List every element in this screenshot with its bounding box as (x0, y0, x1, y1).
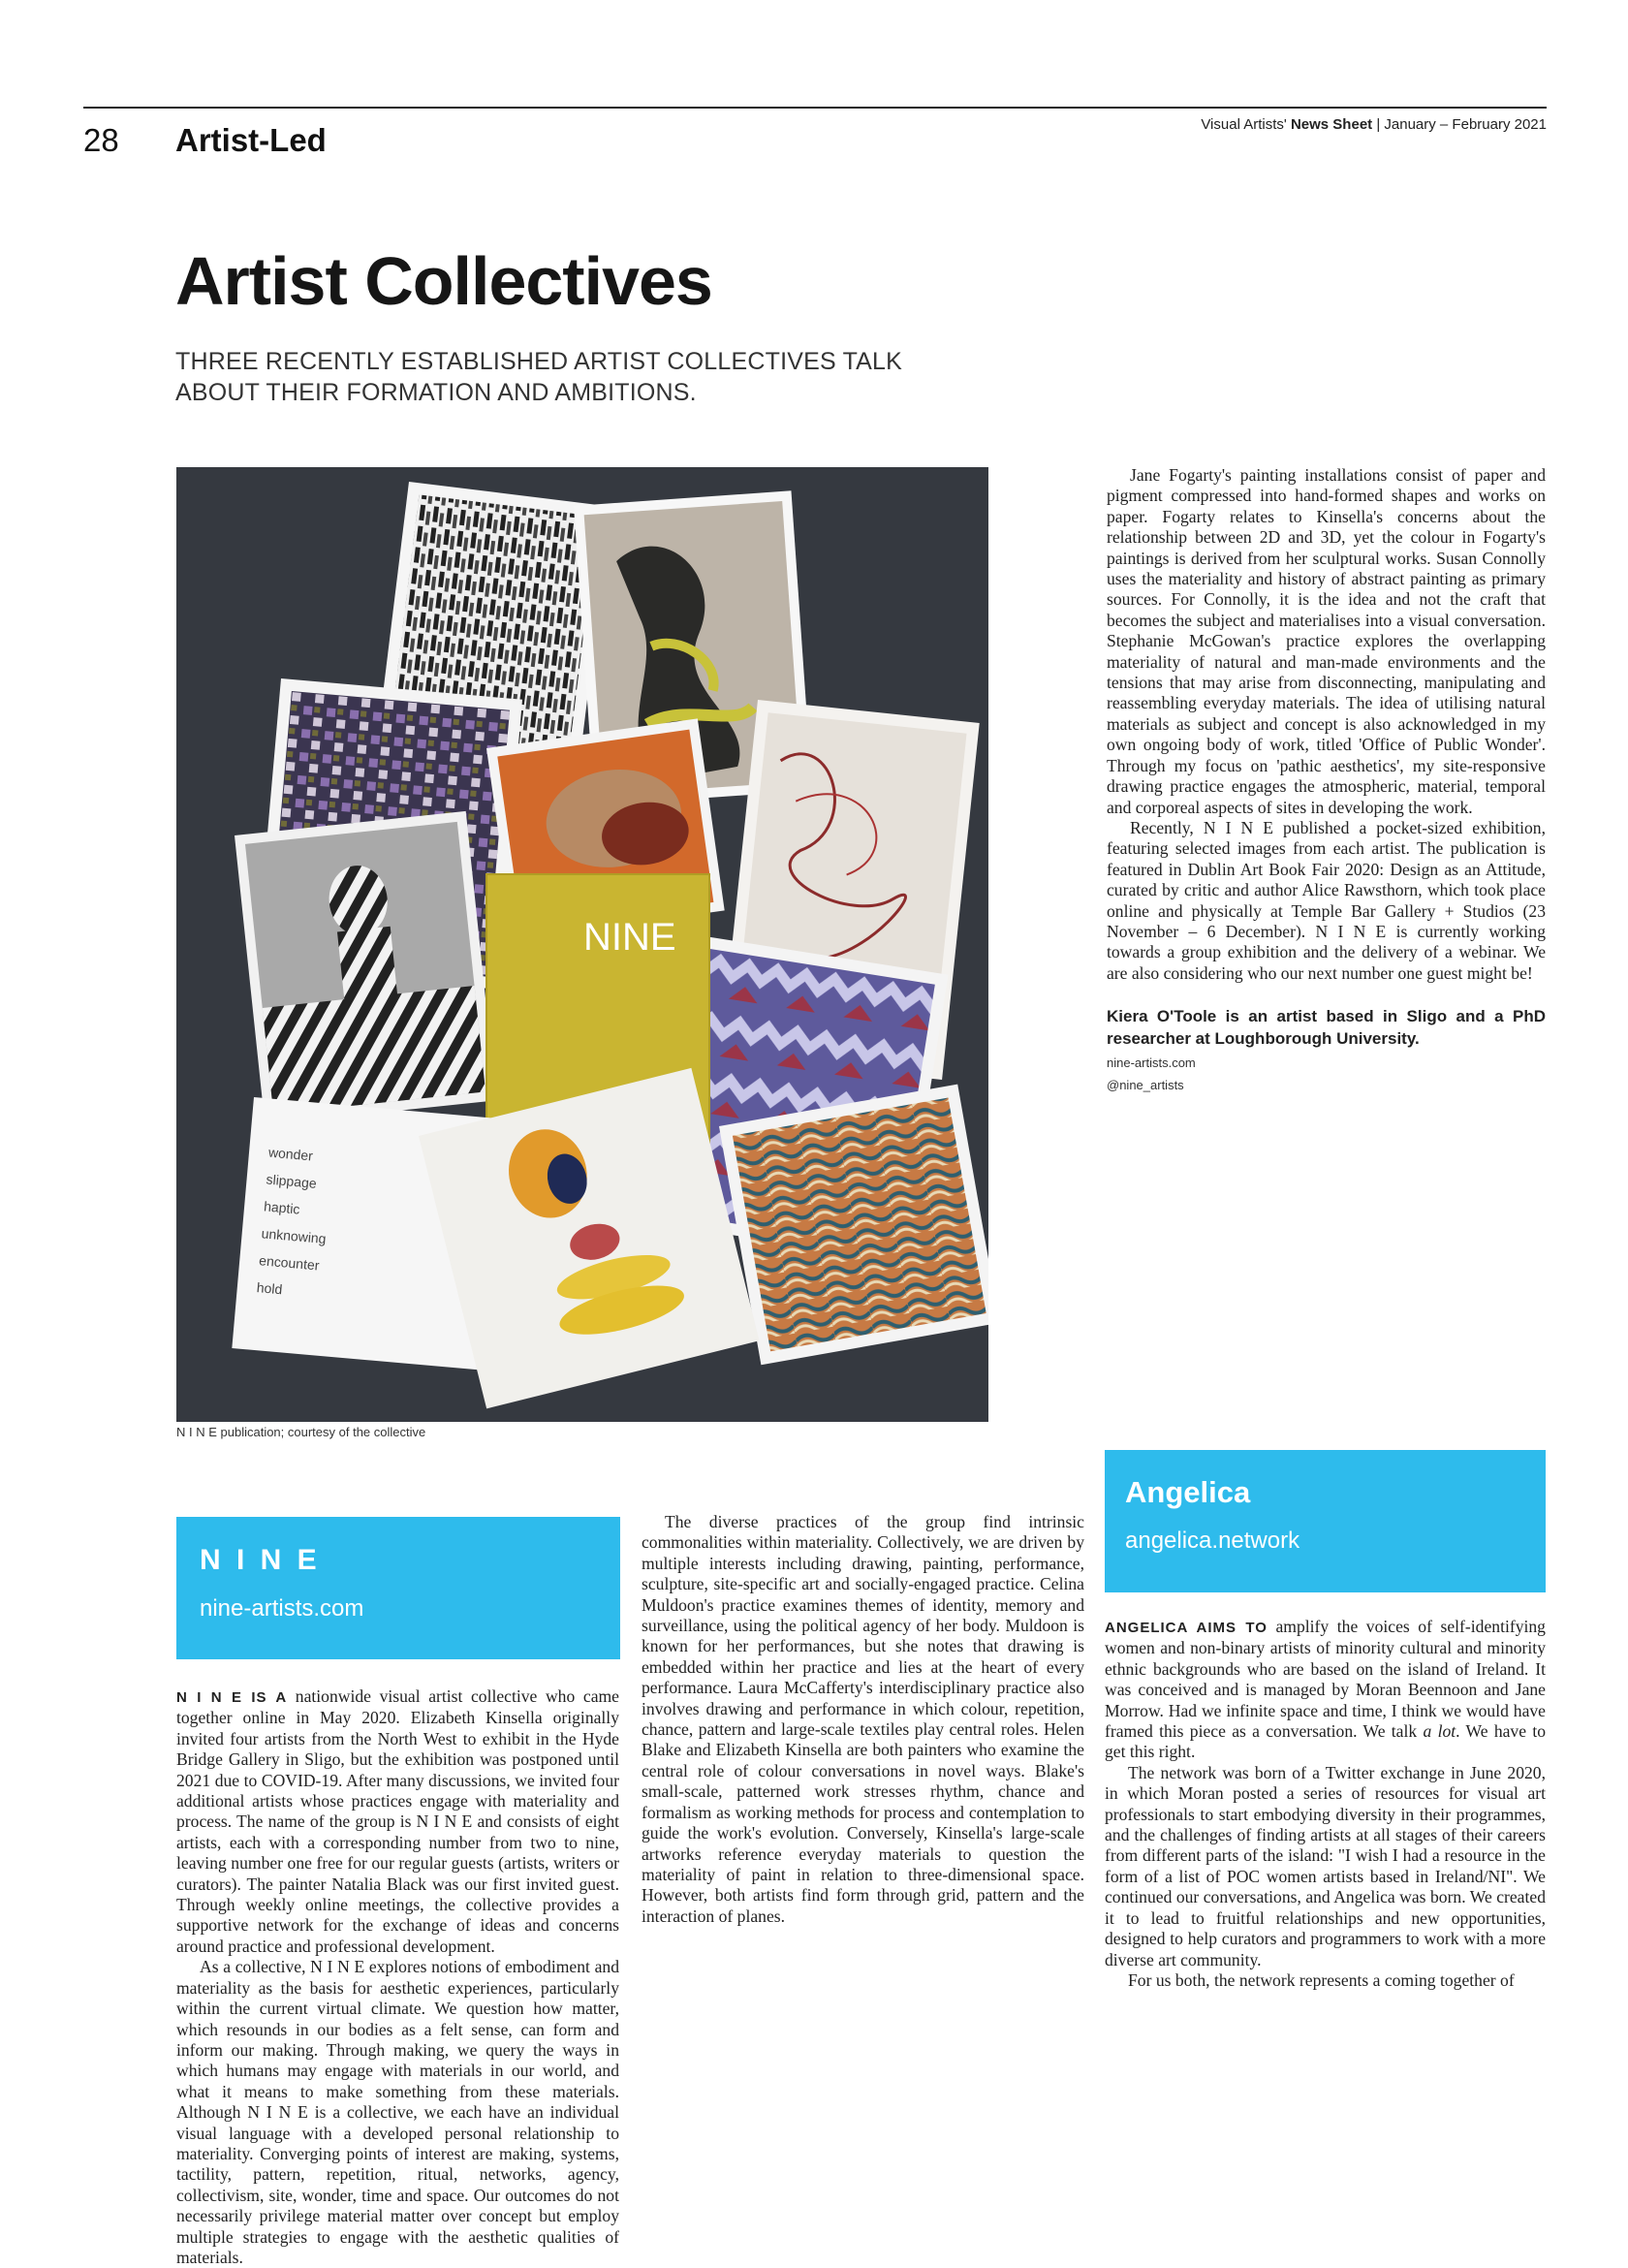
angelica-box-url[interactable]: angelica.network (1125, 1528, 1300, 1554)
collective-photo (176, 467, 988, 1422)
book-title: NINE (583, 916, 676, 959)
nine-column-3 (1107, 465, 1546, 1096)
author-links (1107, 1052, 1546, 1096)
nine-box (176, 1517, 620, 1659)
issue-date: | January – February 2021 (1376, 116, 1547, 133)
card-word-6: hold (256, 1279, 283, 1298)
card-word-2: slippage (265, 1171, 318, 1191)
nine-paragraph-5: Recently, N I N E published a pocket-sized exhibition, featuring selected images from each artist. The publication is featured in Dublin Art Book Fair 2020: Design as an Attitude, curated by critic and author Alice Rawsthorn, which took place online and physically at Temple Bar Gallery + Studios (23 November – 6 December). N I N E is currently working towards a group exhibition and the delivery of a webinar. We are also considering who our next number one guest might be! (1107, 817, 1546, 983)
nine-lead: N I N E IS A (176, 1689, 288, 1706)
publication-name: Visual Artists' (1201, 116, 1287, 133)
angelica-p1-emphasis: a lot (1423, 1721, 1456, 1742)
standfirst: THREE RECENTLY ESTABLISHED ARTIST COLLECTIVES TALK ABOUT THEIR FORMATION AND AMBITIONS. (175, 348, 903, 406)
nine-p1-text: nationwide visual artist collective who came together online in May 2020. Elizabeth Kinsella originally invited four artists from the North West to exhibit in the Hyde Bridge Gallery in Sligo, but the exhibition was postponed until 2021 due to COVID-19. After many discussions, we invited four additional artists whose practices engage with materiality and process. The name of the group is N I N E and consists of eight artists, each with a corresponding number from two to nine, leaving number one free for our regular guests (artists, writers or curators). The painter Natalia Black was our first invited guest. Through weekly online meetings, the collective provides a supportive network for the exchange of ideas and concerns around practice and professional development. (176, 1686, 619, 1956)
page-number: 28 (83, 122, 119, 158)
card-word-3: haptic (263, 1198, 301, 1217)
website-link[interactable]: nine-artists.com (1107, 1055, 1196, 1071)
angelica-paragraph-1 (1105, 1617, 1546, 1763)
nine-paragraph-2: As a collective, N I N E explores notions of embodiment and materiality as the basis for aesthetic experiences, particularly within the current virtual climate. We question how matter, which resounds in our bodies as a felt sense, can form and inform our making. Through making, we query the ways in which humans may engage with materials in our world, and what it means to make something from these materials. Although N I N E is a collective, we each have an individual visual language with a developed personal relationship to materiality. Converging points of interest are making, systems, tactility, pattern, repetition, ritual, networks, agency, collectivism, site, wonder, time and space. Our outcomes do not necessarily privilege material matter over concept but employ multiple strategies to engage with the aesthetic qualities of materials. (176, 1957, 619, 2267)
article-title: Artist Collectives (175, 243, 712, 319)
photo-illustration (176, 467, 988, 1422)
card-word-4: unknowing (261, 1225, 328, 1247)
author-bio: Kiera O'Toole is an artist based in Sligo and a PhD researcher at Loughborough University. (1107, 1007, 1546, 1049)
nine-box-url[interactable]: nine-artists.com (200, 1595, 364, 1622)
top-rule (83, 107, 1547, 109)
nine-column-2 (642, 1512, 1084, 1927)
angelica-p1-end: . We have to get this right. (1105, 1721, 1546, 1762)
masthead (1201, 116, 1547, 133)
nine-paragraph-3: The diverse practices of the group find intrinsic commonalities within materiality. Collectively, we are driven by multiple interests including drawing, painting, performance, sculpture, site-specific art and socially-engaged practice. Celina Muldoon's practice examines themes of identity, memory and surveillance, using the political agency of her body. Muldoon is known for her performances, but she notes that drawing is embedded within her practice and lies at the heart of every performance. Laura McCafferty's interdisciplinary practice also involves drawing and performance in which colour, repetition, chance, pattern and large-scale textiles play central roles. Helen Blake and Elizabeth Kinsella are both painters who examine the central role of colour conversations in novel ways. Blake's small-scale, patterned work stresses rhythm, chance and formalism as working methods for process and contemplation to guide the work's evolution. Conversely, Kinsella's large-scale artworks reference everyday materials to question the materiality of paint in relation to three-dimensional space. However, both artists find form through grid, pattern and the interaction of planes. (642, 1512, 1084, 1926)
angelica-lead: ANGELICA AIMS TO (1105, 1620, 1268, 1636)
nine-box-name: N I N E (200, 1544, 321, 1576)
angelica-box-name: Angelica (1125, 1475, 1251, 1509)
angelica-column (1105, 1617, 1546, 1991)
card-word-5: encounter (258, 1252, 321, 1274)
card-word-1: wonder (267, 1144, 314, 1164)
nine-paragraph-4: Jane Fogarty's painting installations consist of paper and pigment compressed into hand-formed shapes and works on paper. Fogarty relates to Kinsella's concerns about the relationship between 2D and 3D, yet the colour in Fogarty's paintings is derived from her sculptural works. Susan Connolly uses the materiality and history of abstract painting as primary sources. For Connolly, it is the idea and not the craft that becomes the subject and materialises into a visual conversation. Stephanie McGowan's practice explores the overlapping materiality of natural and man-made environments and the tensions that may arise from disconnecting, manipulating and reassembling everyday materials. The idea of utilising natural materials as subject and concept is also acknowledged in my own ongoing body of work, titled 'Office of Public Wonder'. Through my focus on 'pathic aesthetics', my site-responsive drawing practice engages the atmospheric, material, temporal and corporeal aspects of sites in developing the work. (1107, 465, 1546, 817)
social-handle-link[interactable]: @nine_artists (1107, 1078, 1184, 1093)
photo-caption: N I N E publication; courtesy of the collective (176, 1425, 426, 1439)
angelica-p1-text: amplify the voices of self-identifying women and non-binary artists of minority cultural and minority ethnic backgrounds who are based on the island of Ireland. It was conceived and is managed by Moran Beennoon and Jane Morrow. Had we infinite space and time, I think we would have framed this piece as a conversation. We talk (1105, 1617, 1546, 1742)
angelica-paragraph-3: For us both, the network represents a coming together of (1128, 1969, 1515, 1990)
angelica-box (1105, 1450, 1546, 1592)
angelica-paragraph-2: The network was born of a Twitter exchange in June 2020, in which Moran posted a series of resources for visual art professionals to start embodying diversity in their programmes, and the challenges of finding artists at all stages of their careers from different parts of the island: "I wish I had a resource in the form of a list of POC women artists based in Ireland/NI". We continued our conversations, and Angelica was born. We created it to lead to fruitful relationships and new opportunities, designed to help curators and programmers to work with a more diverse art community. (1105, 1762, 1546, 1969)
section-title: Artist-Led (175, 122, 327, 158)
nine-paragraph-1 (176, 1686, 619, 1957)
publication-name-bold: News Sheet (1290, 116, 1373, 133)
nine-column-1 (176, 1686, 619, 2268)
